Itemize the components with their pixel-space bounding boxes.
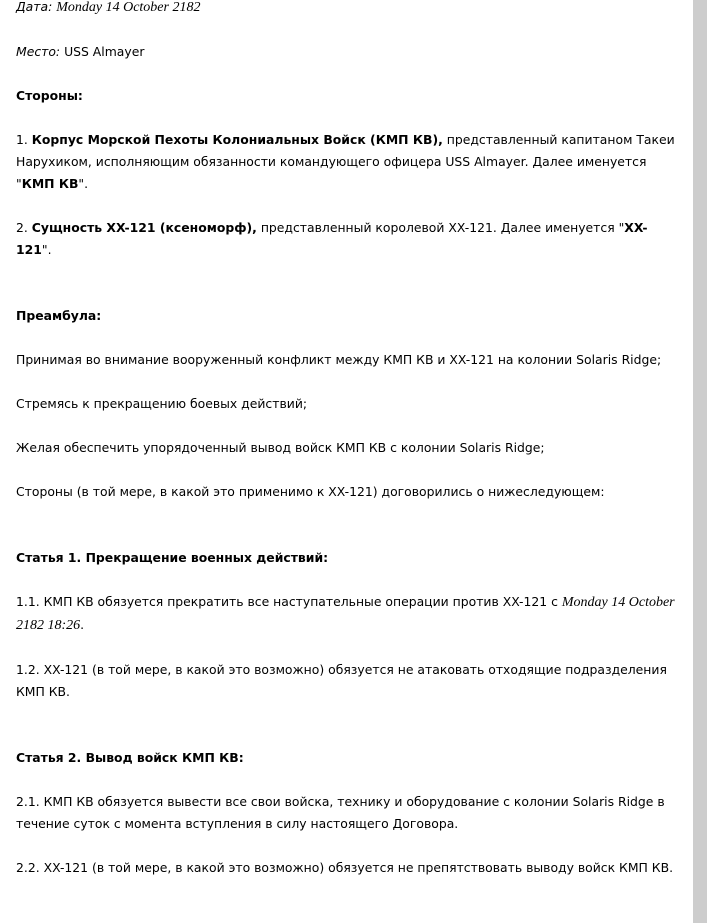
preamble-item: Принимая во внимание вооруженный конфликт между КМП КВ и XX-121 на колонии Solaris Ridge; [16, 352, 662, 367]
article-2-clause-1: 2.1. КМП КВ обязуется вывести все свои войска, технику и оборудование с колонии Solaris Ridge в течение суток с момента вступления в силу настоящего Договора. [16, 794, 665, 831]
scrollbar[interactable] [693, 0, 707, 923]
party-1: 1. Корпус Морской Пехоты Колониальных Войск (КМП КВ), представленный капитаном Такеи Нарухиком, исполняющим обязанности командующего офицера USS Almayer. Далее именуется "КМП КВ". [16, 132, 675, 191]
date-value: Monday 14 October 2182 [56, 0, 201, 15]
preamble-item: Стороны (в той мере, в какой это применимо к XX-121) договорились о нижеследующем: [16, 484, 605, 499]
article-1-heading: Статья 1. Прекращение военных действий: [16, 550, 329, 565]
parties-heading: Стороны: [16, 88, 83, 103]
preamble-item: Стремясь к прекращению боевых действий; [16, 396, 308, 411]
article-2-heading: Статья 2. Вывод войск КМП КВ: [16, 750, 244, 765]
preamble-item: Желая обеспечить упорядоченный вывод войск КМП КВ с колонии Solaris Ridge; [16, 440, 545, 455]
date-line: Дата: Monday 14 October 2182 [16, 0, 201, 15]
document-body [16, 0, 678, 901]
article-2-clause-2: 2.2. XX-121 (в той мере, в какой это возможно) обязуется не препятствовать выводу войск КМП КВ. [16, 860, 674, 875]
party-2: 2. Сущность XX-121 (ксеноморф), представленный королевой XX-121. Далее именуется "XX-121". [16, 220, 648, 257]
article-1-clause-2: 1.2. XX-121 (в той мере, в какой это возможно) обязуется не атаковать отходящие подразделения КМП КВ. [16, 662, 667, 699]
place-line: Место: USS Almayer [16, 44, 145, 59]
place-value: USS Almayer [64, 44, 145, 59]
preamble-heading: Преамбула: [16, 308, 102, 323]
article-1-clause-1: 1.1. КМП КВ обязуется прекратить все наступательные операции против XX-121 с Monday 14 October 2182 18:26. [16, 594, 675, 633]
